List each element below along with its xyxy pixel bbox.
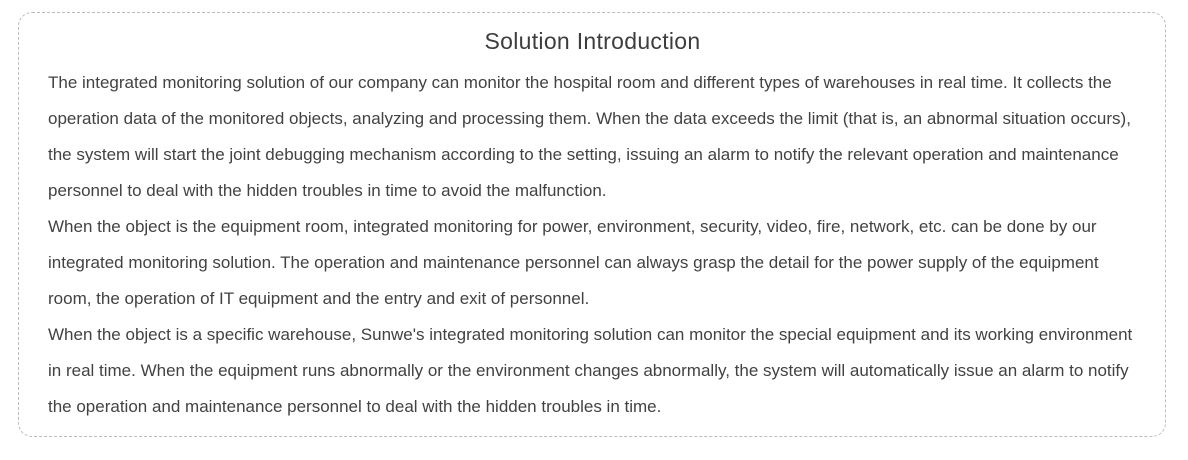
intro-paragraph-general: The integrated monitoring solution of our company can monitor the hospital room and different types of warehouses in real time. It collects the operation data of the monitored objects, analyzing and processing them. When the data exceeds the limit (that is, an abnormal situation occurs), the system will start the joint debugging mechanism according to the setting, issuing an alarm to notify the relevant operation and maintenance personnel to deal with the hidden troubles in time to avoid the malfunction.	[48, 73, 1131, 200]
solution-introduction-panel	[18, 12, 1166, 437]
intro-paragraph-warehouse: When the object is a specific warehouse, Sunwe's integrated monitoring solution can monitor the special equipment and its working environment in real time. When the equipment runs abnormally or the environment changes abnormally, the system will automatically issue an alarm to notify the operation and maintenance personnel to deal with the hidden troubles in time.	[48, 325, 1133, 416]
intro-paragraph-equipment-room: When the object is the equipment room, integrated monitoring for power, environment, security, video, fire, network, etc. can be done by our integrated monitoring solution. The operation and maintenance personnel can always grasp the detail for the power supply of the equipment room, the operation of IT equipment and the entry and exit of personnel.	[48, 217, 1099, 308]
page-title: Solution Introduction	[484, 28, 701, 54]
